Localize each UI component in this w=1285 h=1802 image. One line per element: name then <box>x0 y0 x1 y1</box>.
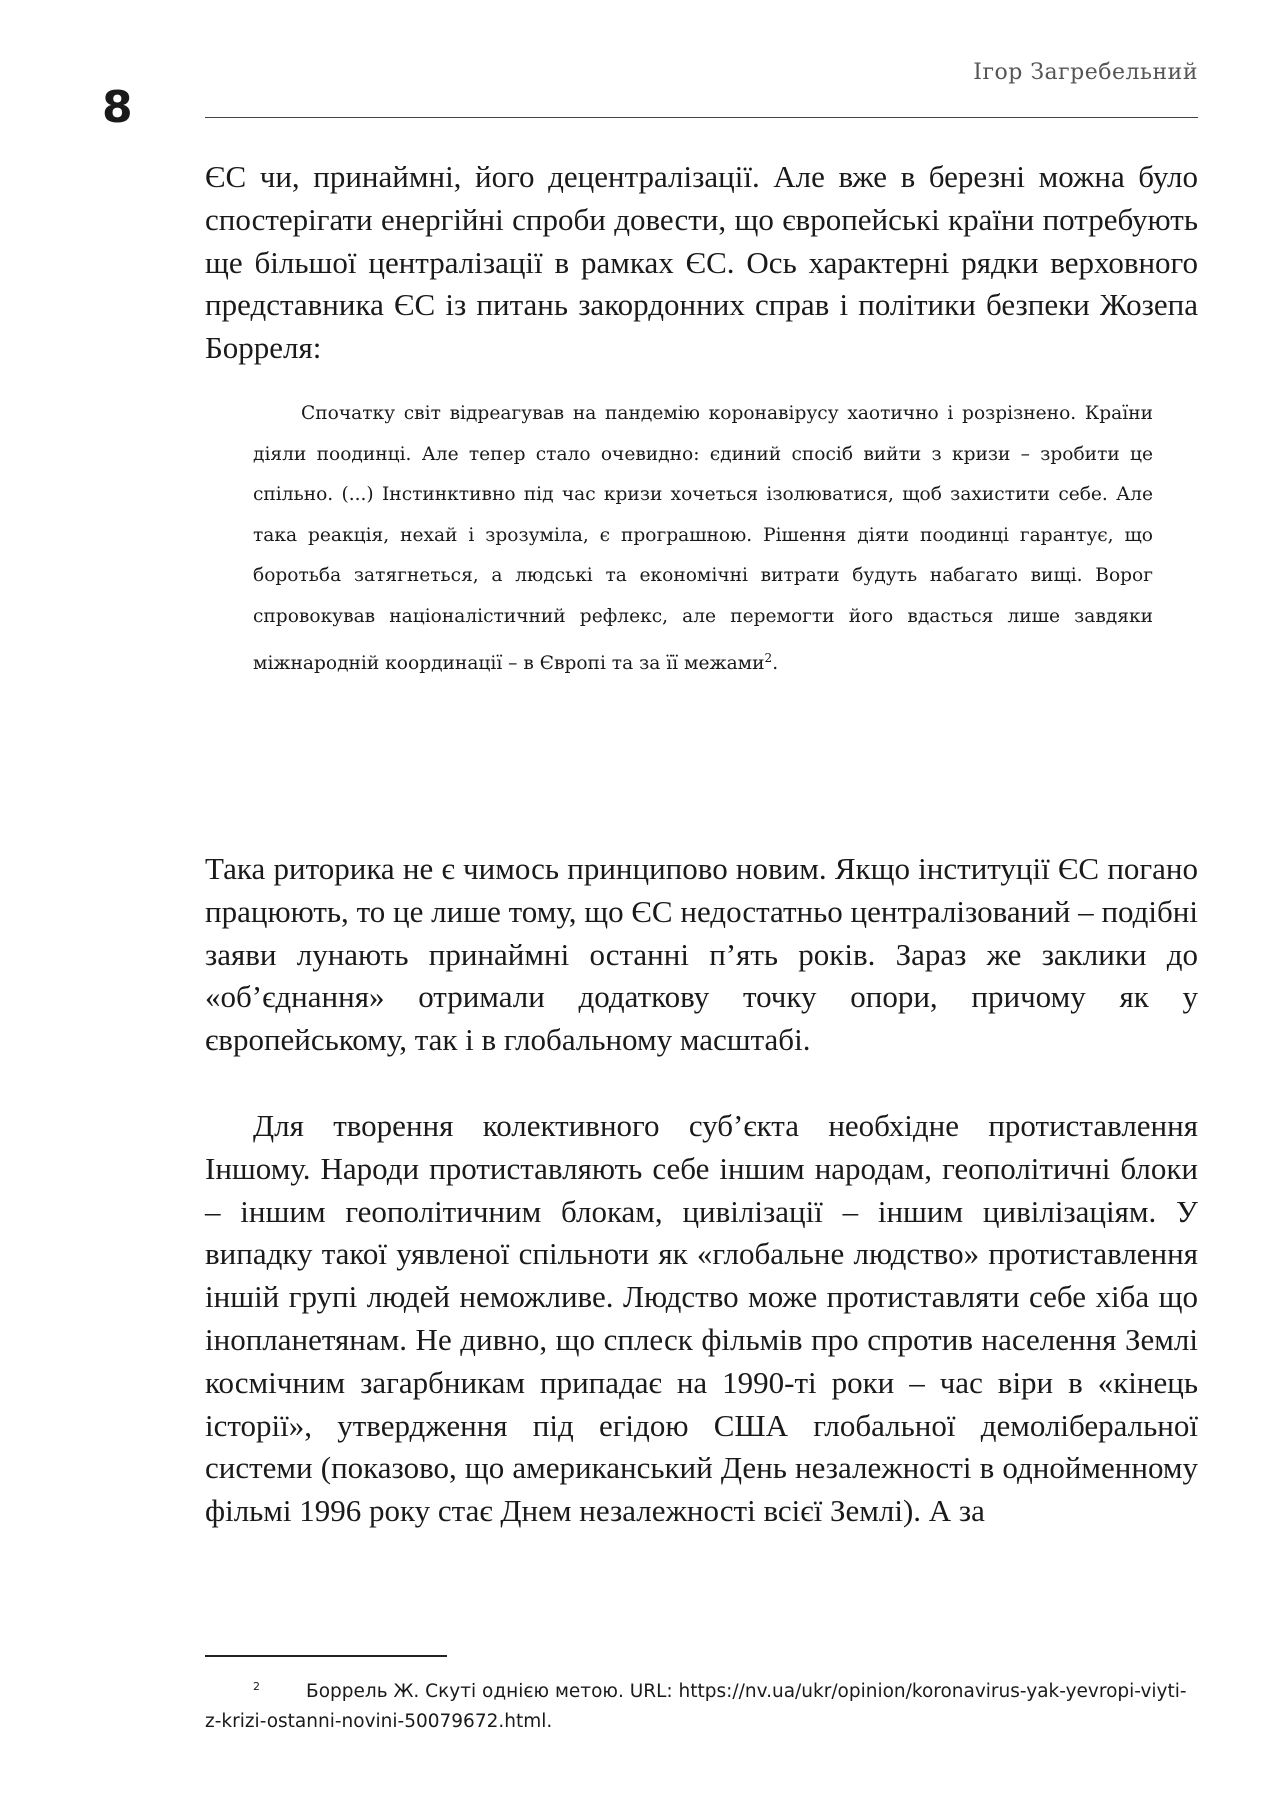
footnote-text: Боррель Ж. Скуті однією метою. URL: https://nv.ua/ukr/opinion/koronavirus-yak-yevropi-viyti-z-krizi-ostanni-novini-50079672.html. <box>205 1681 1187 1733</box>
paragraph-2: Така риторика не є чимось принципово новим. Якщо інституції ЄС погано працюють, то це лише тому, що ЄС недостатньо централізований – подібні заяви лунають принаймні останні п’ять років. Зараз же заклики до «об’єднання» отримали додаткову точку опори, причому як у європейському, так і в глобальному масштабі. <box>205 851 1198 1058</box>
block-quote <box>253 394 1153 684</box>
page-number: 8 <box>102 82 133 133</box>
quote-end: . <box>772 652 779 674</box>
paragraph-3: Для творення колективного суб’єкта необхідне протиставлення Іншому. Народи протиставляють себе іншим народам, геополітичні блоки – іншим геополітичним блокам, цивілізації – іншим цивілізаціям. У випадку такої уявленої спільноти як «глобальне людство» протиставлення іншій групі людей неможливе. Людство може протиставляти себе хіба що інопланетянам. Не дивно, що сплеск фільмів про спротив населення Землі космічним загарбникам припадає на 1990-ті роки – час віри в «кінець історії», утвердження під егідою США глобальної демоліберальної системи (показово, що американський День незалежності в однойменному фільмі 1996 року стає Днем незалежності всієї Землі). А за <box>205 1108 1198 1529</box>
quote-text: Спочатку світ відреагував на пандемію коронавірусу хаотично і розрізнено. Країни діяли поодинці. Але тепер стало очевидно: єдиний спосіб вийти з кризи – зробити це спільно. (...) Інстинктивно під час кризи хочеться ізолюватися, щоб захистити себе. Але така реакція, нехай і зрозуміла, є програшною. Рішення діяти поодинці гарантує, що боротьба затягнеться, а людські та економічні витрати будуть набагато вищі. Ворог спровокував націоналістичний рефлекс, але перемогти його вдасться лише завдяки міжнародній координації – в Європі та за її межами <box>253 403 1153 674</box>
footnote <box>205 1672 1198 1737</box>
footnote-number: 2 <box>253 1680 260 1693</box>
header-rule <box>205 117 1198 118</box>
footnote-rule <box>205 1655 447 1657</box>
paragraph-1: ЄС чи, принаймні, його децентралізації. Але вже в березні можна було спостерігати енергійні спроби довести, що європейські країни потребують ще більшої централізації в рамках ЄС. Ось характерні рядки верховного представника ЄС із питань закордонних справ і політики безпеки Жозепа Борреля: <box>205 159 1198 366</box>
running-head: Ігор Загребельний <box>973 60 1198 85</box>
footnote-reference: 2 <box>764 650 773 665</box>
